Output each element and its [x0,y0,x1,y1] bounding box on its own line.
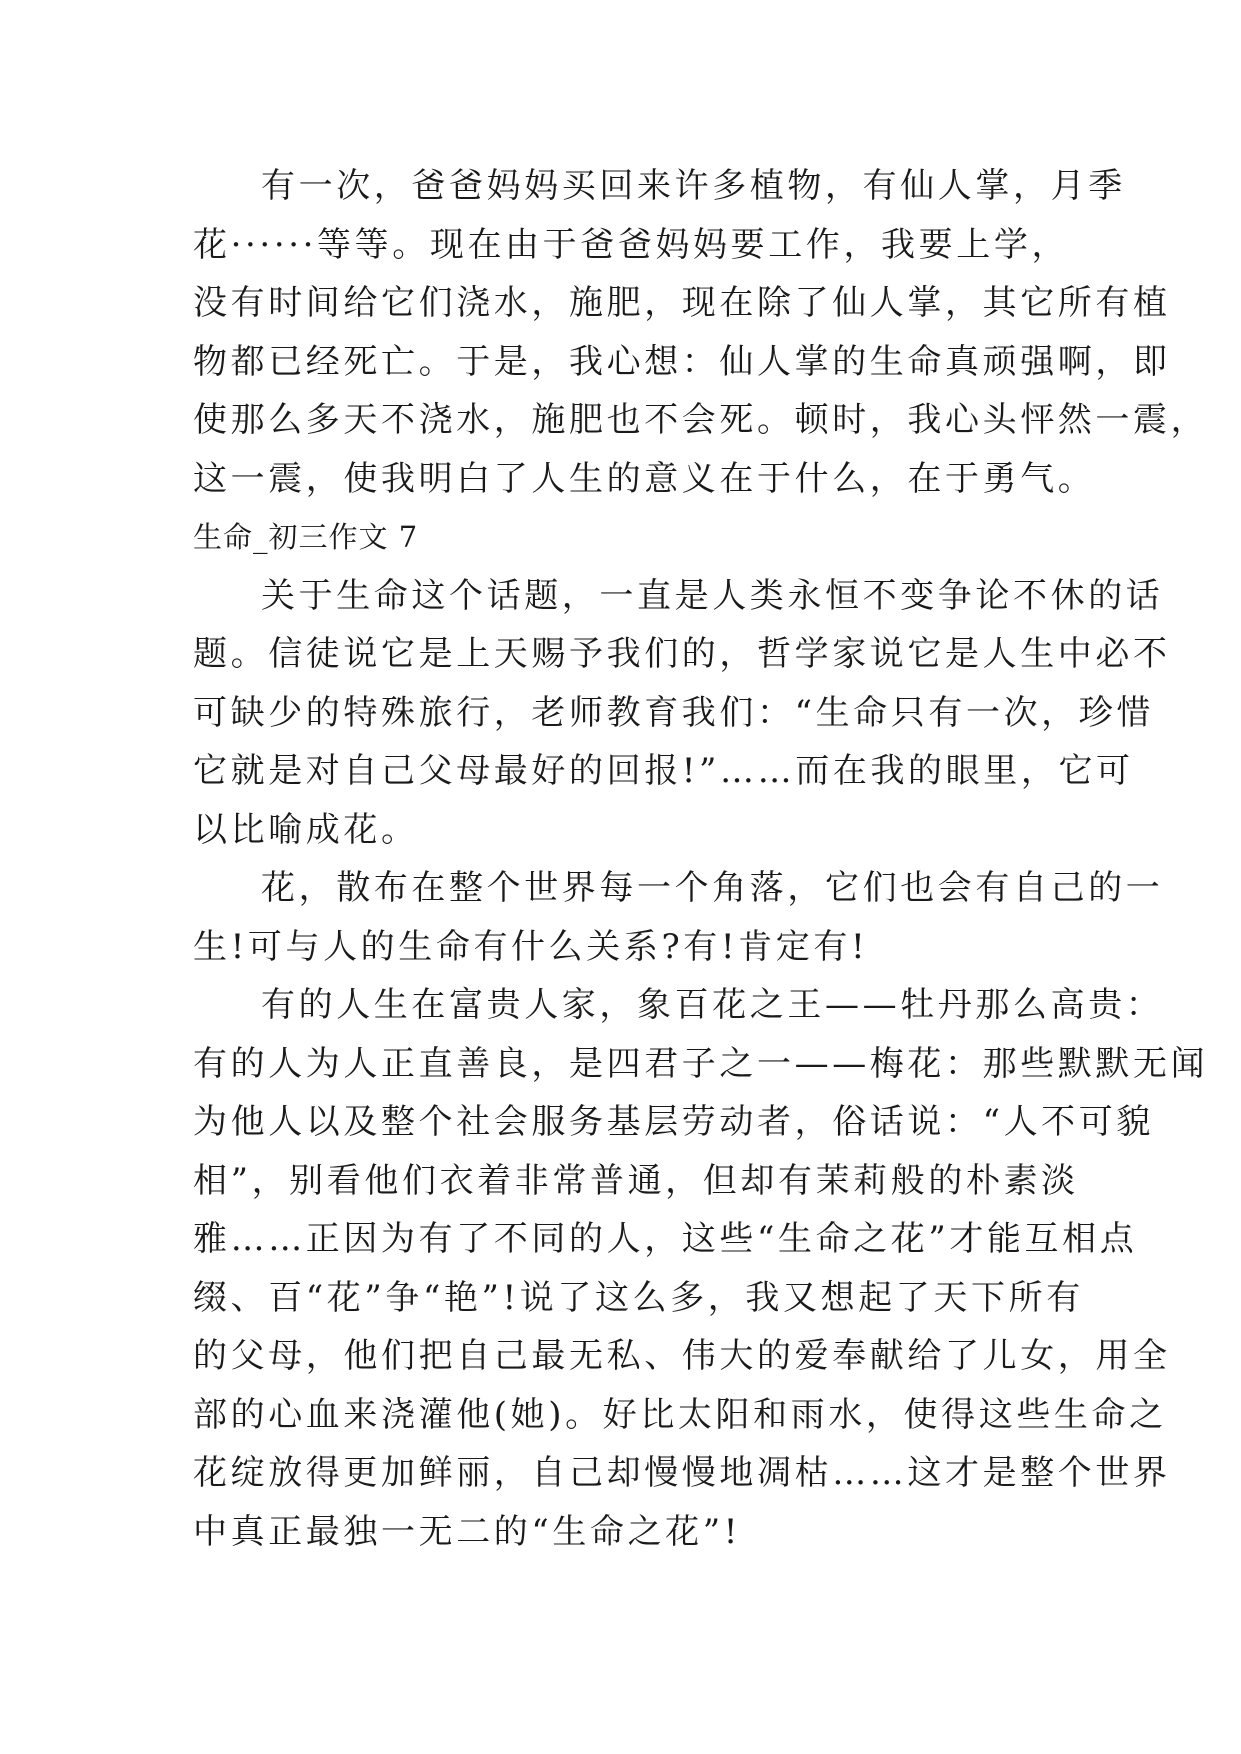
paragraph-2 [193,567,1171,860]
paragraph-line: 的父母，他们把自己最无私、伟大的爱奉献给了儿女，用全 [193,1336,1171,1376]
paragraph-line: 生!可与人的生命有什么关系?有!肯定有! [193,926,869,967]
paragraph-line: 中真正最独一无二的“生命之花”! [193,1511,742,1552]
section-heading: 生命_初三作文 7 [193,520,419,554]
paragraph-line: 为他人以及整个社会服务基层劳动者，俗话说：“人不可貌 [193,1102,1154,1142]
paragraph-line: 没有时间给它们浇水，施肥，现在除了仙人掌，其它所有植 [193,283,1171,323]
paragraph-line: 有的人生在富贵人家，象百花之王——牡丹那么高贵： [261,985,1164,1025]
paragraph-line: 使那么多天不浇水，施肥也不会死。顿时，我心头怦然一震， [193,400,1209,440]
paragraph-line: 物都已经死亡。于是，我心想：仙人掌的生命真顽强啊，即 [193,341,1171,382]
paragraph-line: 雅……正因为有了不同的人，这些“生命之花”才能互相点 [193,1219,1138,1259]
paragraph-line: 题。信徒说它是上天赐予我们的，哲学家说它是人生中必不 [193,634,1171,674]
paragraph-line: 缀、百“花”争“艳”!说了这么多，我又想起了天下所有 [193,1277,1084,1318]
paragraph-line: 花，散布在整个世界每一个角落，它们也会有自己的一 [261,868,1164,908]
document-body [193,157,1209,1561]
paragraph-line: 这一震，使我明白了人生的意义在于什么，在于勇气。 [193,458,1096,499]
paragraph-line: 它就是对自己父母最好的回报!”……而在我的眼里，它可 [193,751,1134,791]
paragraph-line: 以比喻成花。 [193,809,419,850]
paragraph-line: 可缺少的特殊旅行，老师教育我们：“生命只有一次，珍惜 [193,692,1154,733]
paragraph-line: 部的心血来浇灌他(她)。好比太阳和雨水，使得这些生命之 [193,1394,1167,1435]
paragraph-line: 有一次，爸爸妈妈买回来许多植物，有仙人掌，月季 [261,166,1126,206]
paragraph-line: 关于生命这个话题，一直是人类永恒不变争论不休的话 [261,575,1164,616]
paragraph-line: 花······等等。现在由于爸爸妈妈要工作，我要上学， [193,224,1070,265]
paragraph-line: 有的人为人正直善良，是四君子之一——梅花：那些默默无闻 [193,1043,1209,1084]
paragraph-line: 花绽放得更加鲜丽，自己却慢慢地凋枯……这才是整个世界 [193,1453,1171,1493]
paragraph-1 [193,157,1209,508]
paragraph-3 [193,859,1164,976]
paragraph-4 [193,976,1209,1561]
paragraph-line: 相”，别看他们衣着非常普通，但却有茉莉般的朴素淡 [193,1160,1079,1201]
